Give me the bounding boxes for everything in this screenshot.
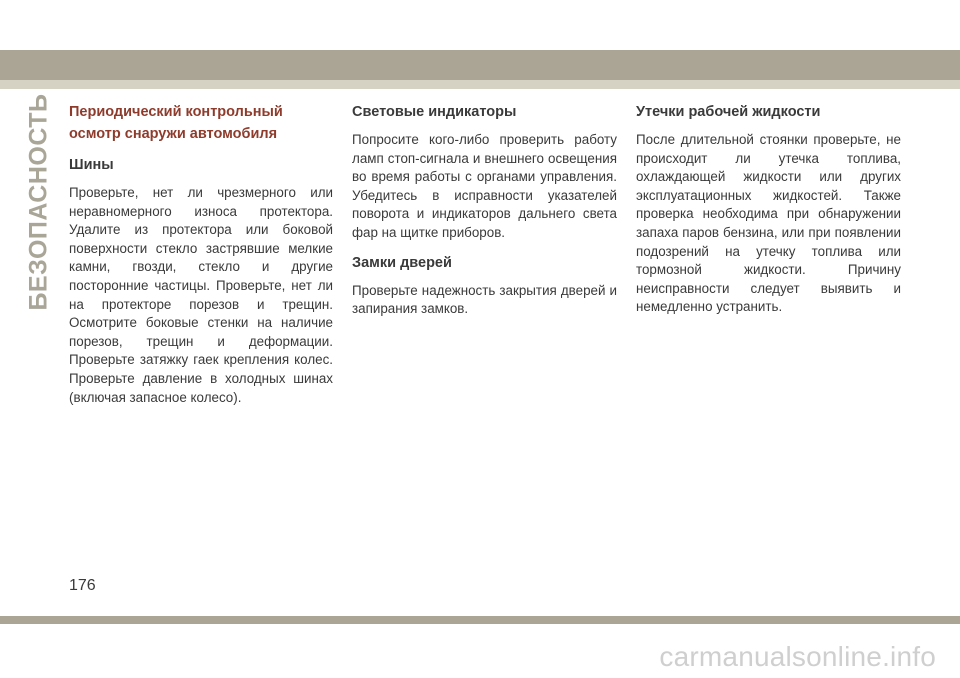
paragraph-fluid-leaks: После длительной стоянки проверьте, не происходит ли утечка топлива, охлаждающей жидкости или других эксплуатационных жидкостей. Также проверка необходима при обнаружении запаха паров бензина, или при появлении подозрений на утечку топлива или тормозной жидкости. Причину неисправности следует выявить и немедленно устранить.	[636, 132, 901, 315]
paragraph-tires: Проверьте, нет ли чрезмерного или неравномерного износа протектора. Удалите из протектора или боковой поверхности стекло застрявшие мелкие камни, гвозди, стекло и другие посторонние частицы. Проверьте, нет ли на протекторе порезов и трещин. Осмотрите боковые стенки на наличие порезов, трещин и деформации. Проверьте затяжку гаек крепления колес. Проверьте давление в холодных шинах (включая запасное колесо).	[69, 185, 333, 405]
footer-rule	[0, 616, 960, 624]
header-rule	[0, 80, 960, 89]
side-section-label: БЕЗОПАСНОСТЬ	[24, 93, 53, 311]
section-title-exterior-inspection: Периодический контрольный осмотр снаружи автомобиля	[69, 104, 283, 142]
page-number: 176	[69, 577, 96, 594]
side-section-tab	[24, 93, 54, 311]
column-fluid-leaks	[636, 101, 901, 317]
watermark: carmanualsonline.info	[659, 641, 936, 672]
header-band	[0, 50, 960, 80]
paragraph-lights: Попросите кого-либо проверить работу ламп стоп-сигнала и внешнего освещения во время работы с органами управления. Убедитесь в исправности указателей поворота и индикаторов дальнего света фар на щитке приборов.	[352, 132, 617, 240]
section-title-lights: Световые индикаторы	[352, 104, 517, 120]
subheading-door-locks: Замки дверей	[352, 254, 452, 271]
column-exterior-inspection	[69, 101, 333, 407]
subheading-tires: Шины	[69, 157, 114, 173]
paragraph-door-locks: Проверьте надежность закрытия дверей и запирания замков.	[352, 282, 617, 317]
section-title-fluid-leaks: Утечки рабочей жидкости	[636, 104, 821, 120]
column-lights-locks	[352, 101, 617, 319]
